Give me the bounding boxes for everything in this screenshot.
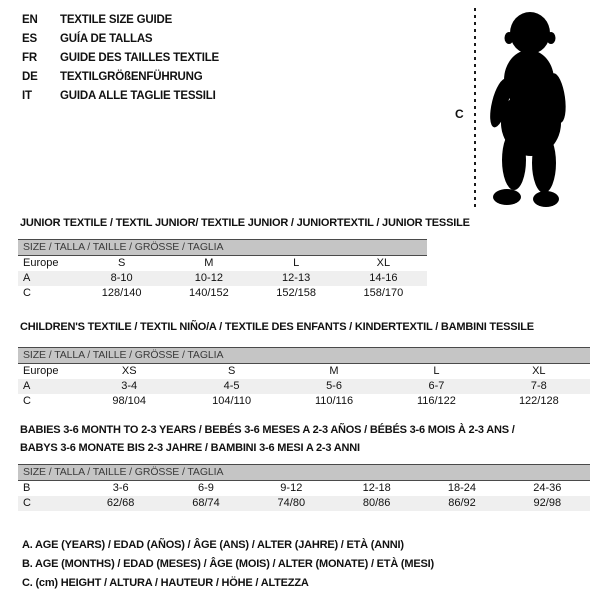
section-title-line: BABIES 3-6 MONTH TO 2-3 YEARS / BEBÉS 3-6 MESES A 2-3 AÑOS / BÉBÉS 3-6 MOIS À 2-3 ANS / [20,424,515,436]
table-row [18,286,427,301]
row-label: Europe [23,365,59,377]
language-code: ES [22,33,37,45]
table-cell: 158/170 [363,287,404,299]
size-table-babies [18,464,590,511]
table-cell: 4-5 [223,380,240,392]
height-measure-label: C [455,107,464,121]
table-cell: 98/104 [112,395,147,407]
table-cell: 128/140 [101,287,142,299]
row-label: C [23,497,31,509]
language-row-en [22,11,219,30]
row-label: A [23,380,31,392]
section-title-line: BABYS 3-6 MONATE BIS 2-3 JAHRE / BAMBINI 3-6 MESI A 2-3 ANNI [20,442,360,454]
language-row-it [22,87,219,106]
language-title-block [22,11,219,106]
table-cell: 12-13 [282,272,311,284]
section-title-children [20,318,534,336]
table-cell: 62/68 [106,497,135,509]
footnote-b: B. AGE (MONTHS) / EDAD (MESES) / ÂGE (MOIS) / ALTER (MONATE) / ETÀ (MESI) [22,558,434,570]
table-row [18,364,590,379]
language-title: GUIDA ALLE TAGLIE TESSILI [60,90,216,102]
section-title-line: CHILDREN'S TEXTILE / TEXTIL NIÑO/A / TEXTILE DES ENFANTS / KINDERTEXTIL / BAMBINI TESSILE [20,321,534,333]
table-cell: XL [532,365,546,377]
row-label: Europe [23,257,59,269]
language-title: GUÍA DE TALLAS [60,33,153,45]
size-header-bar: SIZE / TALLA / TAILLE / GRÖSSE / TAGLIA [18,239,427,256]
row-label: A [23,272,31,284]
size-table-children [18,347,590,409]
language-row-de [22,68,219,87]
table-cell: S [227,365,236,377]
language-code: FR [22,52,37,64]
table-cell: 5-6 [326,380,342,392]
row-label: B [23,482,31,494]
table-cell: 6-7 [428,380,445,392]
table-cell: 68/74 [192,497,220,509]
table-row [18,496,590,511]
table-cell: 18-24 [447,482,477,494]
table-cell: 110/116 [314,395,354,407]
table-cell: 12-18 [362,482,391,494]
table-cell: 92/98 [533,497,562,509]
height-measure-dashed-line [474,8,476,208]
footnote-a: A. AGE (YEARS) / EDAD (AÑOS) / ÂGE (ANS) / ALTER (JAHRE) / ETÀ (ANNI) [22,539,404,551]
section-title-line: JUNIOR TEXTILE / TEXTIL JUNIOR/ TEXTILE JUNIOR / JUNIORTEXTIL / JUNIOR TESSILE [20,217,470,229]
table-body [18,256,427,301]
table-row [18,481,590,496]
table-row [18,271,427,286]
table-row [18,379,590,394]
table-row [18,256,427,271]
table-row [18,394,590,409]
table-cell: 10-12 [194,272,223,284]
table-cell: XL [376,257,391,269]
table-cell: 24-36 [533,482,562,494]
baby-silhouette-image [482,8,574,208]
table-cell: 140/152 [188,287,229,299]
language-code: EN [22,14,38,26]
table-cell: 6-9 [198,482,214,494]
table-cell: XS [121,365,137,377]
language-code: IT [22,90,32,102]
footnotes-block [22,536,434,593]
table-cell: 9-12 [280,482,303,494]
row-label: C [23,395,31,407]
size-table-junior [18,239,427,301]
table-body [18,481,590,511]
table-cell: 104/110 [212,395,252,407]
table-cell: M [204,257,214,269]
language-row-fr [22,49,219,68]
table-cell: 74/80 [277,497,306,509]
size-header-bar: SIZE / TALLA / TAILLE / GRÖSSE / TAGLIA [18,464,590,481]
table-cell: M [329,365,339,377]
table-cell: 8-10 [110,272,133,284]
language-row-es [22,30,219,49]
table-cell: 80/86 [362,497,391,509]
row-label: C [23,287,31,299]
language-code: DE [22,71,38,83]
table-cell: L [293,257,300,269]
table-body [18,364,590,409]
table-cell: 122/128 [518,395,559,407]
table-cell: S [117,257,126,269]
language-title: TEXTILE SIZE GUIDE [60,14,173,26]
table-cell: L [433,365,440,377]
table-cell: 152/158 [276,287,316,299]
table-cell: 116/122 [416,395,456,407]
section-title-junior [20,214,470,232]
size-header-bar: SIZE / TALLA / TAILLE / GRÖSSE / TAGLIA [18,347,590,364]
table-cell: 86/92 [448,497,476,509]
table-cell: 3-4 [121,380,138,392]
table-cell: 3-6 [112,482,129,494]
table-cell: 14-16 [369,272,398,284]
section-title-babies [20,421,515,457]
table-cell: 7-8 [530,380,547,392]
language-title: GUIDE DES TAILLES TEXTILE [60,52,219,64]
language-title: TEXTILGRÖßENFÜHRUNG [60,71,203,83]
footnote-c: C. (cm) HEIGHT / ALTURA / HAUTEUR / HÖHE / ALTEZZA [22,577,309,589]
